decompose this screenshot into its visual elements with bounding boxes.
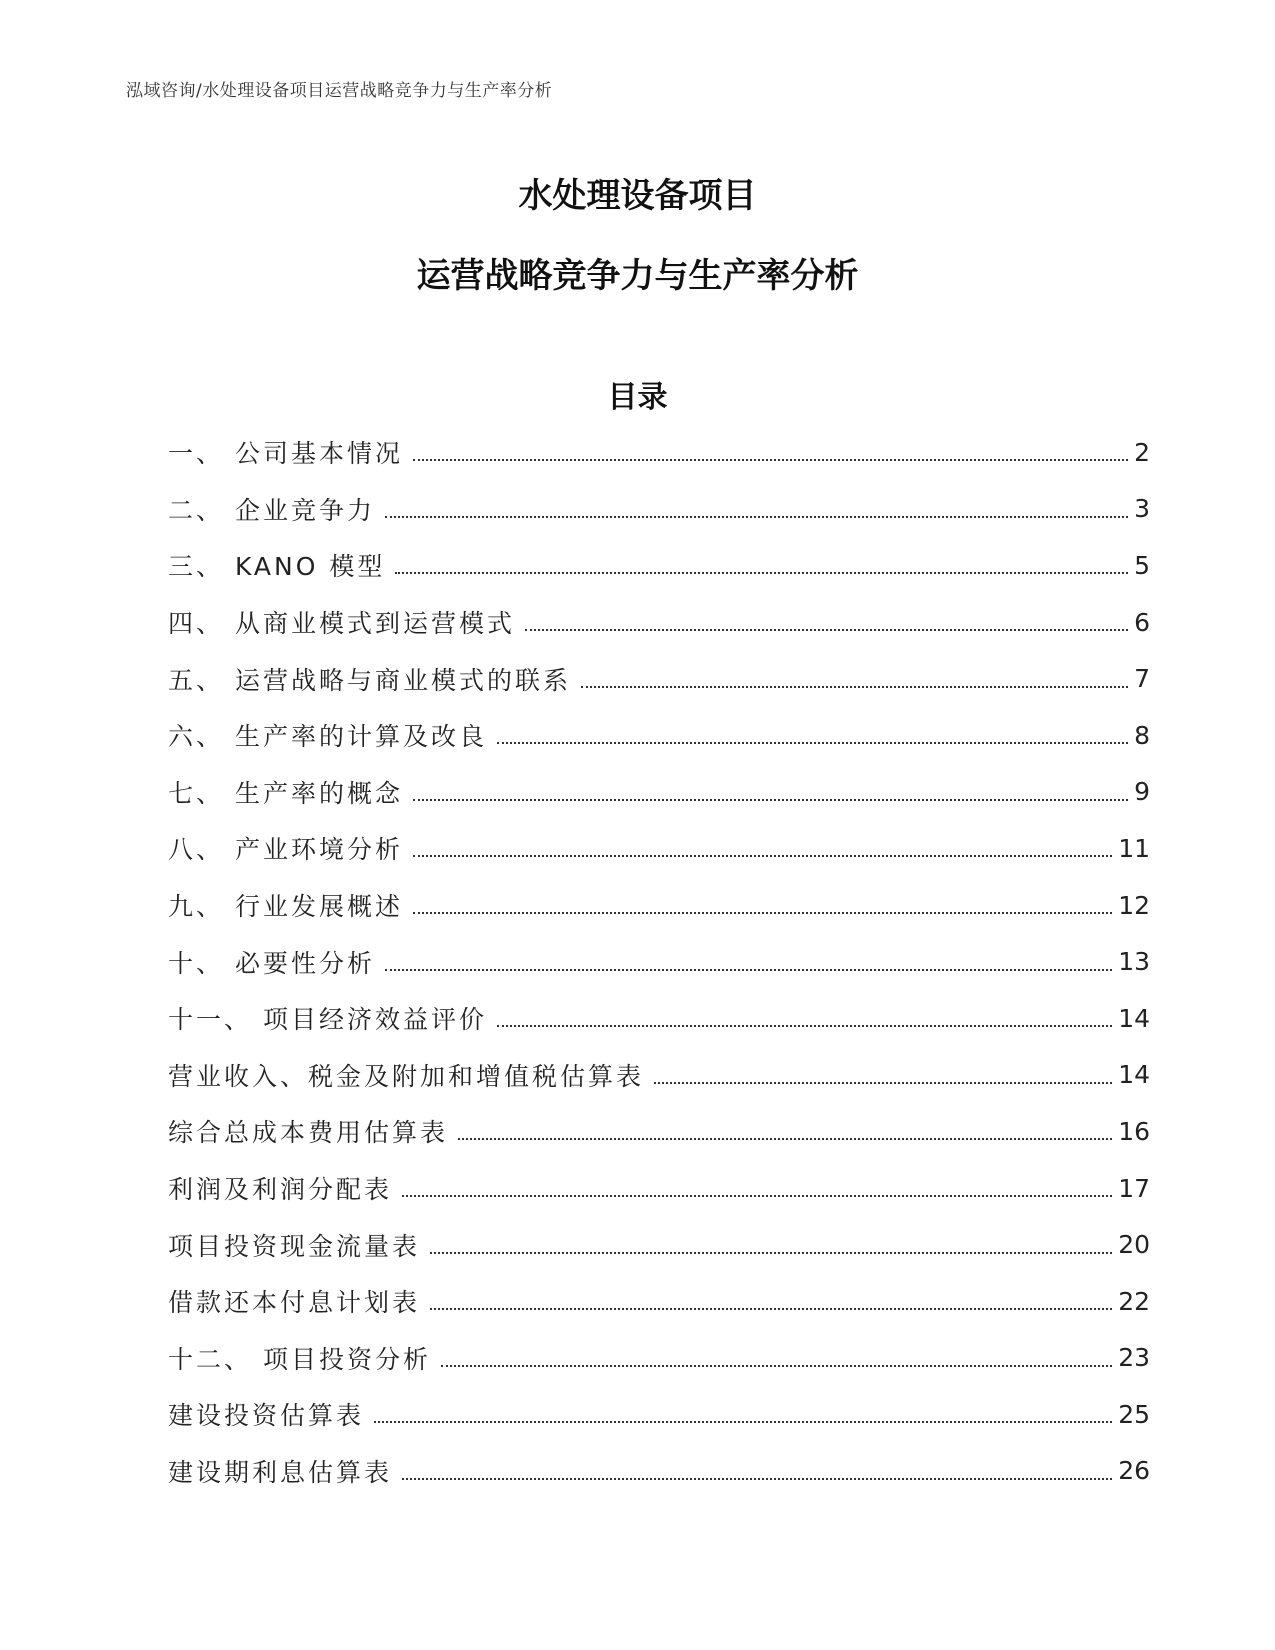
toc-entry-page: 23 xyxy=(1118,1343,1150,1373)
toc-entry[interactable] xyxy=(168,707,1150,764)
toc-entry-label: 二、 企业竞争力 xyxy=(168,491,381,527)
toc-entry[interactable] xyxy=(168,933,1150,990)
toc-entry[interactable] xyxy=(168,481,1150,538)
toc-entry[interactable] xyxy=(168,1216,1150,1273)
toc-entry-page: 8 xyxy=(1134,720,1150,750)
toc-entry-page: 20 xyxy=(1118,1230,1150,1260)
toc-entry-label: 十、 必要性分析 xyxy=(168,944,381,980)
toc-entry-page: 14 xyxy=(1118,1060,1150,1090)
toc-entry-label: 综合总成本费用估算表 xyxy=(168,1113,454,1149)
toc-leader-dots xyxy=(458,1138,1112,1140)
toc-leader-dots xyxy=(654,1082,1112,1084)
running-header: 泓域咨询/水处理设备项目运营战略竞争力与生产率分析 xyxy=(126,81,553,101)
toc-entry[interactable] xyxy=(168,877,1150,934)
toc-leader-dots xyxy=(385,516,1128,518)
toc-entry[interactable] xyxy=(168,1386,1150,1443)
toc-entry-label: 十一、 项目经济效益评价 xyxy=(168,1000,493,1036)
toc-entry-page: 17 xyxy=(1118,1173,1150,1203)
toc-entry-page: 14 xyxy=(1118,1003,1150,1033)
toc-entry-label: 五、 运营战略与商业模式的联系 xyxy=(168,661,577,697)
toc-entry[interactable] xyxy=(168,1330,1150,1387)
toc-leader-dots xyxy=(374,1421,1112,1423)
table-of-contents xyxy=(168,424,1150,1499)
toc-entry-page: 3 xyxy=(1134,494,1150,524)
toc-leader-dots xyxy=(525,629,1128,631)
toc-entry-label: 七、 生产率的概念 xyxy=(168,774,409,810)
toc-entry-label: 八、 产业环境分析 xyxy=(168,830,409,866)
toc-entry-label: 四、 从商业模式到运营模式 xyxy=(168,604,521,640)
toc-entry-page: 6 xyxy=(1134,607,1150,637)
toc-entry[interactable] xyxy=(168,424,1150,481)
toc-entry-page: 25 xyxy=(1118,1399,1150,1429)
toc-entry-label: 利润及利润分配表 xyxy=(168,1170,398,1206)
toc-heading: 目录 xyxy=(607,380,668,415)
toc-entry-label: 营业收入、税金及附加和增值税估算表 xyxy=(168,1057,650,1093)
toc-entry[interactable] xyxy=(168,820,1150,877)
toc-entry-label: 三、 KANO 模型 xyxy=(168,547,391,583)
toc-leader-dots xyxy=(413,912,1112,914)
toc-entry-page: 22 xyxy=(1118,1286,1150,1316)
toc-leader-dots xyxy=(395,572,1128,574)
toc-entry-label: 九、 行业发展概述 xyxy=(168,887,409,923)
toc-entry-label: 六、 生产率的计算及改良 xyxy=(168,717,493,753)
toc-leader-dots xyxy=(385,969,1112,971)
document-title-line-1: 水处理设备项目 xyxy=(518,176,757,216)
toc-leader-dots xyxy=(413,855,1112,857)
toc-entry[interactable] xyxy=(168,1103,1150,1160)
toc-leader-dots xyxy=(430,1308,1112,1310)
toc-entry-page: 7 xyxy=(1134,664,1150,694)
toc-entry-label: 项目投资现金流量表 xyxy=(168,1227,426,1263)
toc-entry-page: 5 xyxy=(1134,550,1150,580)
document-title-line-2: 运营战略竞争力与生产率分析 xyxy=(416,256,859,296)
toc-entry-label: 建设期利息估算表 xyxy=(168,1453,398,1489)
toc-entry-page: 11 xyxy=(1118,833,1150,863)
toc-entry[interactable] xyxy=(168,764,1150,821)
toc-leader-dots xyxy=(581,686,1128,688)
toc-entry-label: 一、 公司基本情况 xyxy=(168,434,409,470)
toc-leader-dots xyxy=(441,1365,1112,1367)
toc-entry[interactable] xyxy=(168,1443,1150,1500)
toc-entry-page: 2 xyxy=(1134,437,1150,467)
toc-entry-label: 建设投资估算表 xyxy=(168,1396,370,1432)
toc-entry[interactable] xyxy=(168,1273,1150,1330)
toc-entry-page: 16 xyxy=(1118,1116,1150,1146)
toc-leader-dots xyxy=(497,742,1128,744)
toc-leader-dots xyxy=(402,1478,1112,1480)
toc-entry[interactable] xyxy=(168,537,1150,594)
toc-entry-page: 26 xyxy=(1118,1456,1150,1486)
toc-entry-label: 借款还本付息计划表 xyxy=(168,1283,426,1319)
toc-leader-dots xyxy=(413,799,1128,801)
toc-entry-page: 13 xyxy=(1118,947,1150,977)
toc-entry-label: 十二、 项目投资分析 xyxy=(168,1340,437,1376)
toc-entry-page: 12 xyxy=(1118,890,1150,920)
toc-leader-dots xyxy=(402,1195,1112,1197)
toc-entry[interactable] xyxy=(168,990,1150,1047)
toc-entry[interactable] xyxy=(168,1047,1150,1104)
toc-entry[interactable] xyxy=(168,594,1150,651)
toc-leader-dots xyxy=(430,1252,1112,1254)
toc-entry[interactable] xyxy=(168,1160,1150,1217)
toc-leader-dots xyxy=(413,459,1128,461)
toc-entry-page: 9 xyxy=(1134,777,1150,807)
toc-entry[interactable] xyxy=(168,650,1150,707)
toc-leader-dots xyxy=(497,1025,1112,1027)
